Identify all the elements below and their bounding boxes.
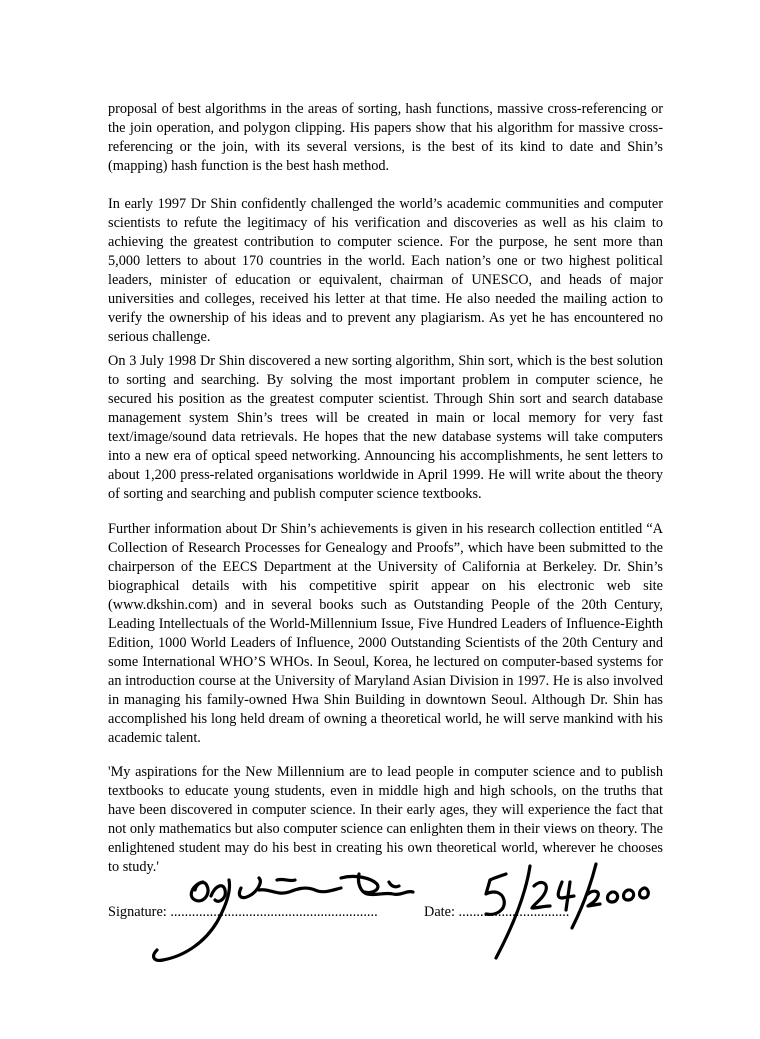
paragraph-further-information: Further information about Dr Shin’s achievements is given in his research collection entitled “A Collection of Research Processes for Genealogy and Proofs”, which have been submitted to the chairperson of the EECS Department at the University of California at Berkeley. Dr. Shin’s biographical details with his competitive spirit appear on his electronic web site (www.dkshin.com) and in several books such as Outstanding People of the 20th Century, Leading Intellectuals of the World-Millennium Issue, Five Hundred Leaders of Influence-Eighth Edition, 1000 World Leaders of Influence, 2000 Outstanding Scientists of the 20th Century and some International WHO’S WHOs. In Seoul, Korea, he lectured on computer-based systems for an introduction course at the University of Maryland Asian Division in 1997. He is also involved in managing his family-owned Hwa Shin Building in downtown Seoul. Although Dr. Shin has accomplished his long held dream of owning a theoretical world, he will serve mankind with his academic talent. xyxy=(108,521,663,746)
signature-label: Signature: xyxy=(108,904,167,920)
signature-dots: .......................................................... xyxy=(170,904,378,920)
date-dots: ............................... xyxy=(458,904,570,920)
paragraph-quote-aspirations: 'My aspirations for the New Millennium are to lead people in computer science and to publish textbooks to educate young students, even in middle high and high schools, on the truths that have been discovered in computer science. In their early ages, they will experience the fact that not only mathematics but also computer science can enlighten them in their views on theory. The enlightened student may do his best in creating his own theoretical world, wherever he chooses to study.' xyxy=(108,764,663,875)
date-line xyxy=(424,903,569,922)
paragraph-algorithms: proposal of best algorithms in the areas of sorting, hash functions, massive cross-referencing or the join operation, and polygon clipping. His papers show that his algorithm for massive cross-referencing or the join, with its several versions, is the best of its kind to date and Shin’s (mapping) hash function is the best hash method. xyxy=(108,101,663,174)
signature-line xyxy=(108,903,378,922)
paragraph-challenge-1997: In early 1997 Dr Shin confidently challenged the world’s academic communities and computer scientists to refute the legitimacy of his verification and discoveries as well as his claim to achieving the greatest contribution to computer science. For the purpose, he sent more than 5,000 letters to about 170 countries in the world. Each nation’s one or two highest political leaders, minister of education or equivalent, chairman of UNESCO, and heads of major universities and colleges, received his letter at that time. He also needed the mailing action to verify the ownership of his ideas and to prevent any plagiarism. As yet he has encountered no serious challenge. xyxy=(108,196,663,345)
paragraph-shin-sort-1998: On 3 July 1998 Dr Shin discovered a new sorting algorithm, Shin sort, which is the best solution to sorting and searching. By solving the most important problem in computer science, he secured his position as the greatest computer scientist. Through Shin sort and search database management system Shin’s trees will be created in main or local memory for very fast text/image/sound data retrievals. He hopes that the new database systems will take computers into a new era of optical speed networking. Announcing his accomplishments, he sent letters to about 1,200 press-related organisations worldwide in April 1999. He will write about the theory of sorting and searching and publish computer science textbooks. xyxy=(108,353,663,502)
date-label: Date: xyxy=(424,904,455,920)
